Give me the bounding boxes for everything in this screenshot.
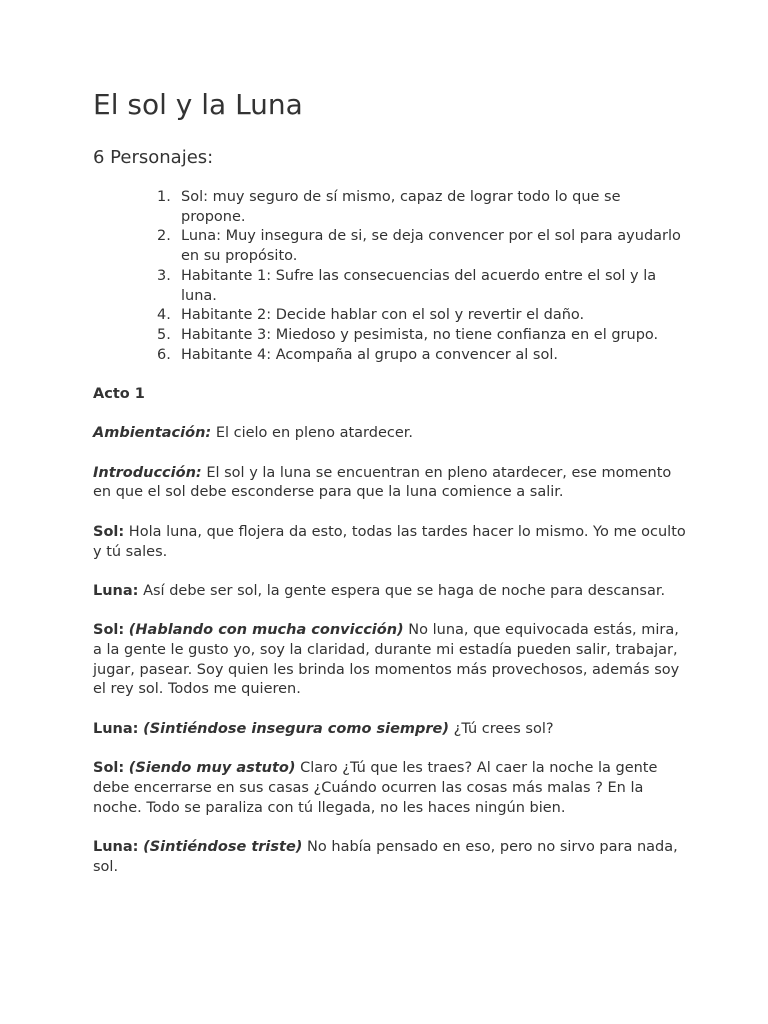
list-item-number: 2. [157,228,171,245]
dialogue-text: ¿Tú crees sol? [453,720,554,737]
dialogue-line [93,838,688,877]
dialogue-line [93,621,688,700]
paragraph-text: El cielo en pleno atardecer. [215,425,414,442]
stage-direction: (Siendo muy astuto) [128,760,296,777]
stage-direction: (Sintiéndose insegura como siempre) [143,720,450,737]
stage-direction: (Sintiéndose triste) [143,839,303,856]
act-heading: Acto 1 [93,386,145,402]
paragraph-label: Ambientación: [93,425,212,442]
list-item-number: 5. [157,326,171,343]
dialogue-line [93,720,688,740]
introduction-paragraph [93,464,688,503]
characters-list [157,188,681,365]
script-body [93,385,688,897]
dialogue-text: No luna, que equivocada estás, mira, a la gente le gusto yo, soy la claridad, durante mi estadía pueden salir, trabajar, jugar, pasear. Soy quien les brinda los momentos más provechosos, además soy el rey sol. Todos me quieren. [93,622,680,698]
list-item-text: Habitante 4: Acompaña al grupo a convencer al sol. [181,346,558,363]
list-item-text: Habitante 2: Decide hablar con el sol y revertir el daño. [181,307,585,324]
document-title: El sol y la Luna [93,88,303,121]
list-item [157,306,681,326]
list-item [157,326,681,346]
list-item-number: 4. [157,307,171,324]
speaker-label: Luna: [93,720,139,737]
speaker-label: Sol: [93,760,125,777]
list-item-text: Habitante 1: Sufre las consecuencias del acuerdo entre el sol y la luna. [181,267,657,304]
paragraph-label: Introducción: [93,464,202,481]
dialogue-text: No había pensado en eso, pero no sirvo para nada, sol. [93,839,678,875]
list-item-text: Luna: Muy insegura de si, se deja convencer por el sol para ayudarlo en su propósito. [181,228,681,265]
characters-heading: 6 Personajes: [93,147,214,168]
list-item-number: 3. [157,267,171,284]
speaker-label: Luna: [93,839,139,856]
list-item [157,346,681,366]
list-item-text: Habitante 3: Miedoso y pesimista, no tiene confianza en el grupo. [181,326,659,343]
speaker-label: Sol: [93,523,125,540]
list-item-text: Sol: muy seguro de sí mismo, capaz de lograr todo lo que se propone. [181,189,621,225]
list-item-number: 1. [157,189,171,205]
list-item [157,188,681,227]
dialogue-text: Así debe ser sol, la gente espera que se haga de noche para descansar. [143,582,666,599]
dialogue-text: Hola luna, que flojera da esto, todas las tardes hacer lo mismo. Yo me oculto y tú sales. [93,523,686,560]
dialogue-text: Claro ¿Tú que les traes? Al caer la noche la gente debe encerrarse en sus casas ¿Cuándo ocurren las cosas más malas ? En la noche. Todo se paraliza con tú llegada, no les haces ningún bien. [93,760,658,816]
speaker-label: Luna: [93,582,139,599]
dialogue-line [93,759,688,818]
stage-direction: (Hablando con mucha convicción) [128,622,404,639]
dialogue-line [93,523,688,562]
list-item [157,227,681,266]
dialogue-line [93,582,688,602]
list-item-number: 6. [157,346,171,363]
speaker-label: Sol: [93,622,125,639]
setting-paragraph [93,424,688,444]
paragraph-text: El sol y la luna se encuentran en pleno atardecer, ese momento en que el sol debe esconderse para que la luna comience a salir. [93,464,672,501]
list-item [157,267,681,306]
